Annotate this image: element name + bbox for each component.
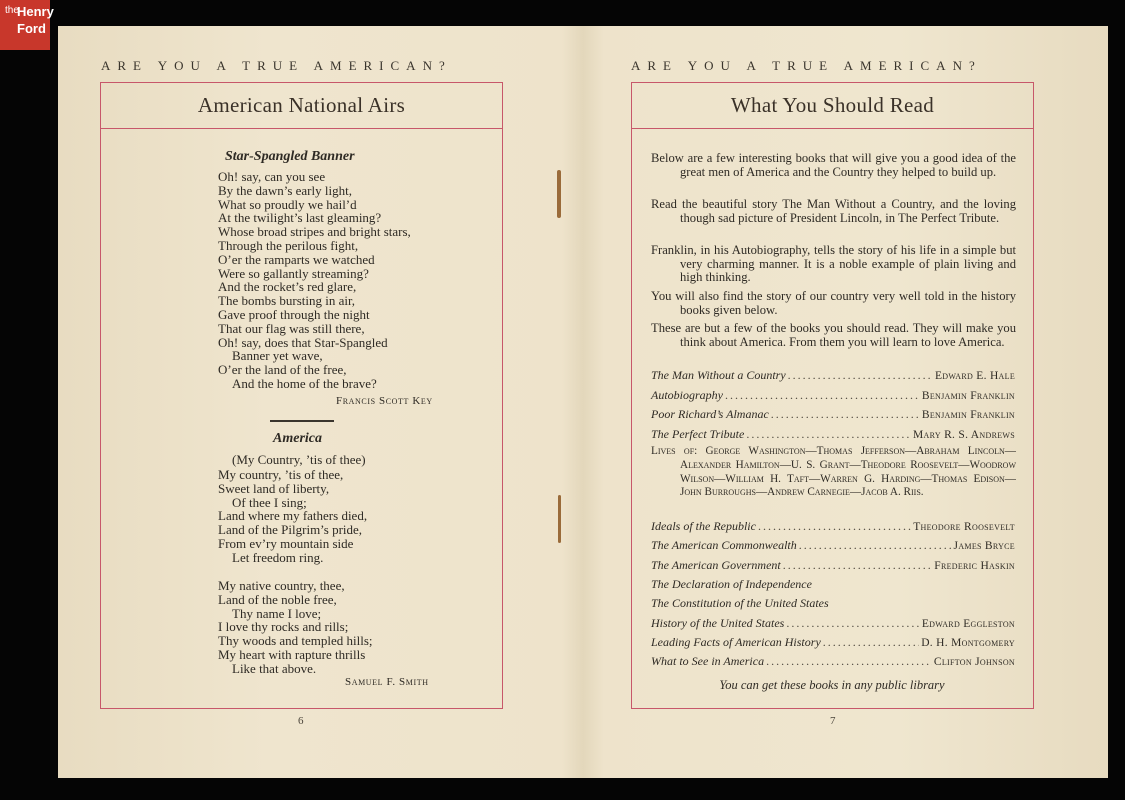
poem-line: Whose broad stripes and bright stars, <box>218 224 411 240</box>
poem-line: Banner yet wave, <box>232 348 323 364</box>
running-header-right: ARE YOU A TRUE AMERICAN? <box>631 58 982 73</box>
running-header-left: ARE YOU A TRUE AMERICAN? <box>101 58 452 73</box>
poem-line: Were so gallantly streaming? <box>218 265 369 281</box>
poem-line: Land where my fathers died, <box>218 508 368 524</box>
book-title: The Constitution of the United States <box>651 596 829 611</box>
page-number-left: 6 <box>298 715 304 727</box>
poem-line: Land of the noble free, <box>218 591 337 607</box>
poem2-subtitle: (My Country, ’tis of thee) <box>232 452 366 467</box>
binding-stitch-bottom <box>558 495 561 543</box>
poem-line: At the twilight’s last gleaming? <box>218 210 382 226</box>
poem-line: My heart with rapture thrills <box>218 646 366 662</box>
poem-line: My native country, thee, <box>218 578 345 593</box>
poem-line: I love thy rocks and rills; <box>218 619 349 635</box>
poem-line: Thy name I love; <box>232 605 322 621</box>
paragraph-franklin: Franklin, in his Autobiography, tells the story of his life in a simple but very charming manner. It is a noble example of plain living and high thinking. <box>651 243 1016 284</box>
poem1-title: Star-Spangled Banner <box>225 149 355 164</box>
book-entry <box>651 654 1015 669</box>
book-author: Clifton Johnson <box>933 656 1015 669</box>
book-title: What to See in America <box>651 654 765 669</box>
dot-leader <box>771 407 920 422</box>
lives-list: Lives of: George Washington—Thomas Jefferson—Abraham Lincoln—Alexander Hamilton—U. S. Grant—Theodore Roosevelt—Woodrow Wilson—William H. Taft—Warren G. Harding—Thomas Edison—John Burroughs—Andrew Carnegie—Jacob A. Riis. <box>651 445 1016 499</box>
book-title: The American Government <box>651 557 781 572</box>
poem2-author: Samuel F. Smith <box>345 676 429 688</box>
poem-line: Let freedom ring. <box>232 549 324 565</box>
dot-leader <box>758 519 911 534</box>
poem1-author: Francis Scott Key <box>336 395 433 407</box>
poem2-title: America <box>273 431 322 446</box>
poem-line: Through the perilous fight, <box>218 237 359 253</box>
book-author: Benjamin Franklin <box>921 389 1015 402</box>
book-entry <box>651 388 1015 403</box>
book-entry <box>651 407 1015 422</box>
poem-line: Gave proof through the night <box>218 306 370 322</box>
poem-line: The bombs bursting in air, <box>218 293 356 309</box>
book-entry <box>651 519 1015 534</box>
book-entry <box>651 577 1015 592</box>
book-title: The Perfect Tribute <box>651 426 745 441</box>
poem1-body <box>218 170 411 391</box>
book-author: Theodore Roosevelt <box>913 521 1015 533</box>
book-title: The Man Without a Country <box>651 368 786 382</box>
library-note: You can get these books in any public library <box>719 678 945 692</box>
binding-stitch-top <box>557 170 561 218</box>
paragraph-history: You will also find the story of our country very well told in the history books given below. <box>651 289 1016 317</box>
book-entry <box>651 596 1015 611</box>
logo-text-henry: Henry <box>17 4 54 19</box>
paragraph-intro: Below are a few interesting books that will give you a good idea of the great men of America and the Country they helped to build up. <box>651 151 1016 179</box>
dot-leader <box>766 654 932 669</box>
dot-leader <box>799 538 952 553</box>
poem-line: Land of the Pilgrim’s pride, <box>218 522 363 538</box>
poem-line: And the rocket’s red glare, <box>218 279 357 295</box>
dot-leader <box>823 635 919 650</box>
book-title: The Declaration of Independence <box>651 576 812 591</box>
henry-ford-logo <box>0 0 54 50</box>
poem-line: O’er the land of the free, <box>218 362 347 378</box>
poem-line: Oh! say, does that Star-Spangled <box>218 334 388 350</box>
poem-line: Like that above. <box>232 660 317 676</box>
dot-leader <box>725 388 920 403</box>
poem-line: What so proudly we hail’d <box>218 196 357 212</box>
book-entry <box>651 427 1015 442</box>
paragraph-read: Read the beautiful story The Man Without a Country, and the loving though sad picture of President Lincoln, in The Perfect Tribute. <box>651 197 1016 225</box>
poem-line: That our flag was still there, <box>218 320 365 336</box>
book-title: Leading Facts of American History <box>651 634 821 649</box>
book-author: Edward Eggleston <box>921 617 1015 630</box>
left-page-title: American National Airs <box>101 83 502 129</box>
logo-text-the: the <box>5 5 19 16</box>
page-number-right: 7 <box>830 715 836 727</box>
book-author: Mary R. S. Andrews <box>913 428 1015 441</box>
poem-line: Thy woods and templed hills; <box>218 633 373 649</box>
poem-line: From ev’ry mountain side <box>218 535 354 551</box>
poem2-stanza2 <box>218 579 373 676</box>
book-author: Edward E. Hale <box>934 370 1015 382</box>
book-entry <box>651 616 1015 631</box>
logo-text-ford: Ford <box>17 21 46 36</box>
book-author: Frederic Haskin <box>934 559 1015 572</box>
book-title: Poor Richard’s Almanac <box>651 407 769 421</box>
poem-line: My country, ’tis of thee, <box>218 467 344 482</box>
book-entry <box>651 368 1015 383</box>
poem-line: By the dawn’s early light, <box>218 182 352 198</box>
right-page-title: What You Should Read <box>632 83 1033 129</box>
dot-leader <box>746 427 911 442</box>
book-title: History of the United States <box>651 615 785 630</box>
book-entry <box>651 635 1015 650</box>
book-title: Autobiography <box>651 387 723 402</box>
book-author: James Bryce <box>953 540 1015 553</box>
poem-line: Oh! say, can you see <box>218 169 326 184</box>
poem-line: Of thee I sing; <box>232 494 307 510</box>
book-title: Ideals of the Republic <box>651 519 756 533</box>
section-divider <box>270 420 334 422</box>
dot-leader <box>783 558 933 573</box>
book-entry <box>651 538 1015 553</box>
poem-line: O’er the ramparts we watched <box>218 251 375 267</box>
book-author: Benjamin Franklin <box>921 409 1015 421</box>
book-title: The American Commonwealth <box>651 538 797 553</box>
dot-leader <box>788 368 933 383</box>
paragraph-think: These are but a few of the books you should read. They will make you think about America. From them you will learn to love America. <box>651 321 1016 349</box>
book-entry <box>651 558 1015 573</box>
poem-line: Sweet land of liberty, <box>218 480 330 496</box>
poem-line: And the home of the brave? <box>232 375 377 391</box>
book-author: D. H. Montgomery <box>921 636 1015 649</box>
dot-leader <box>786 616 920 631</box>
poem2-stanza1 <box>218 468 367 565</box>
